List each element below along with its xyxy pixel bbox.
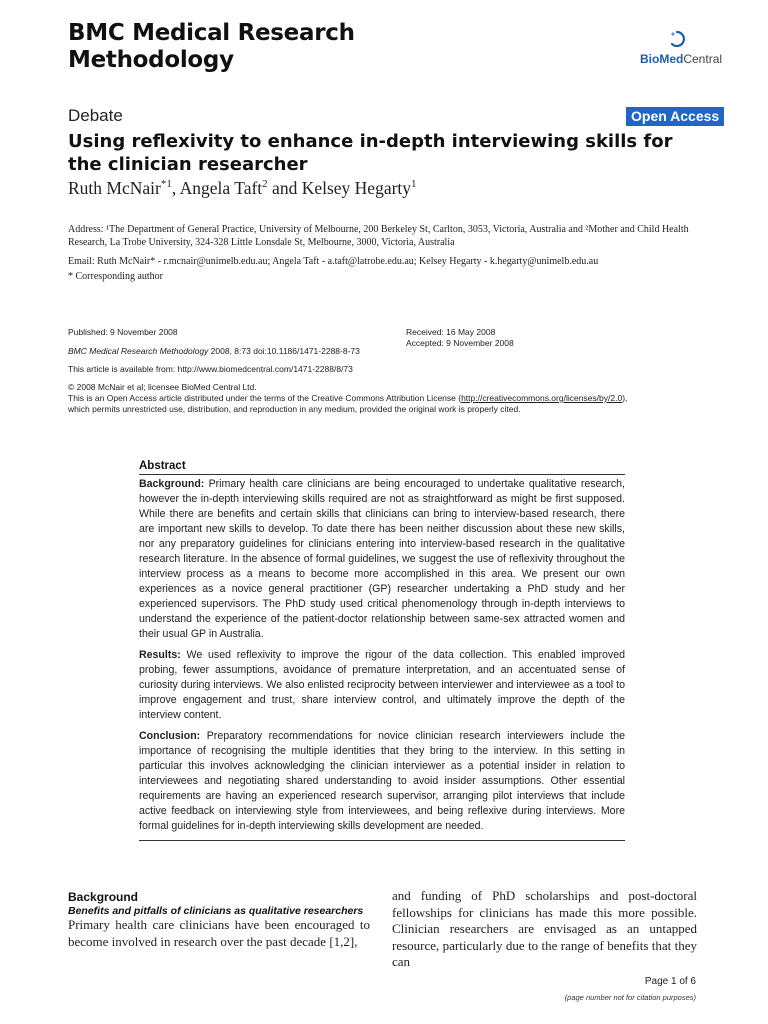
abstract-conclusion: Conclusion: Preparatory recommendations for novice clinician research interviewers include the importance of recognising the multiple identities that they bring to the interview. In this setting in particular this involves acknowledging the clinician interviewer as a potential insider in relation to interviewees and negotiating shared understanding to avoid insider assumptions. Other essential requirements are having an experienced research supervisor, arranging pilot interviews that include active feedback on interviewing style from interviewees, and being reflexive during interviews. More formal guidelines for in-depth interviewing skills development are needed. [139,730,625,832]
article-url[interactable]: This article is available from: http://www.biomedcentral.com/1471-2288/8/73 [68,364,353,374]
article-title: Using reflexivity to enhance in-depth interviewing skills for the clinician researcher [68,131,673,175]
license-link[interactable]: http://creativecommons.org/licenses/by/2.0 [461,393,623,403]
citation-line [68,346,360,357]
article-type: Debate [68,106,123,125]
author-address: Address: ¹The Department of General Practice, University of Melbourne, 200 Berkeley St, Carlton, 3053, Victoria, Australia and ²Mother and Child Health Research, La Trobe University, 324-328 Little Lonsdale St, Melbourne, 3000, Victoria, Australia [68,224,689,248]
accepted-date: Accepted: 9 November 2008 [406,338,514,348]
logo-suffix: Central [683,52,723,66]
published-date: Published: 9 November 2008 [68,327,178,337]
body-column-left [68,890,370,950]
abstract-results: Results: We used reflexivity to improve the rigour of the data collection. This enabled improved probing, fewer assumptions, avoidance of premature interpretation, and an accentuated sense of curiosity during interviews. We also enlisted reciprocity between interviewer and interviewee as a tool to improve engagement and trust, share interview control, and ultimately improve the depth of the interview content. [139,649,625,721]
author-list: Ruth McNair$^{*1}$, Angela Taft$^2$ and Kelsey Hegarty$^1$ [68,178,417,198]
license-notice: This is an Open Access article distributed under the terms of the Creative Commons Attribution License (http://creativecommons.org/licenses/by/2.0), [68,393,628,403]
citation-journal: BMC Medical Research Methodology [68,346,209,356]
logo-brand: BioMed [640,52,684,66]
license-notice-continued: which permits unrestricted use, distribution, and reproduction in any medium, provided the original work is properly cited. [68,404,521,414]
journal-title: BMC Medical Research Methodology [68,20,355,73]
citation-doi: 2008, 8:73 doi:10.1186/1471-2288-8-73 [208,346,360,356]
received-date: Received: 16 May 2008 [406,327,496,337]
page-number: Page 1 of 6 [644,976,696,987]
abstract-box [139,460,625,841]
page-number-note: (page number not for citation purposes) [564,993,696,1002]
author-name[interactable]: Kelsey Hegarty [301,178,412,198]
body-column-right: and funding of PhD scholarships and post-doctoral fellowships for clinicians has made this more possible. Clinician researchers are envisaged as an untapped resource, particularly due to the range of benefits that they can [392,888,697,969]
author-affiliation: 1 [411,178,417,191]
corresponding-author-note: * Corresponding author [68,271,163,282]
author-affiliation: *1 [160,178,172,191]
body-paragraph: Primary health care clinicians have been encouraged to become involved in research over the past decade [1,2], [68,917,370,949]
subsection-heading: Benefits and pitfalls of clinicians as qualitative researchers [68,905,364,917]
author-affiliation: 2 [262,178,268,191]
biomed-arc-icon [668,30,686,48]
copyright-notice: © 2008 McNair et al; licensee BioMed Central Ltd. [68,382,257,392]
abstract-divider [139,840,625,841]
author-name[interactable]: Angela Taft [179,178,263,198]
author-emails[interactable]: Email: Ruth McNair* - r.mcnair@unimelb.edu.au; Angela Taft - a.taft@latrobe.edu.au; Kelsey Hegarty - k.hegarty@unimelb.edu.au [68,256,599,267]
author-name[interactable]: Ruth McNair [68,178,161,198]
open-access-badge: Open Access [626,107,724,126]
publisher-logo [640,30,730,70]
abstract-background: Background: Primary health care clinicians are being encouraged to undertake qualitative research, however the in-depth interviewing skills required are not as straightforward as might be first supposed. While there are benefits and certain skills that clinicians can bring to interview-based research, there are important new skills to develop. To date there has been neither discussion about these new skills, nor any preparatory guidelines for clinicians entering into interview-based research in the qualitative research literature. In the absence of formal guidelines, we suggest the use of reflexivity throughout the interview process as a means to become more accomplished in this area. We present our own experiences as a novice general practitioner (GP) researcher undertaking a PhD study and her experienced supervisors. The PhD study used critical phenomenology through in-depth interviews to understand the experience of the patient-doctor relationship between same-sex attracted women and their usual GP in Australia. [139,478,625,640]
abstract-heading: Abstract [139,460,625,475]
section-heading: Background [68,890,139,904]
